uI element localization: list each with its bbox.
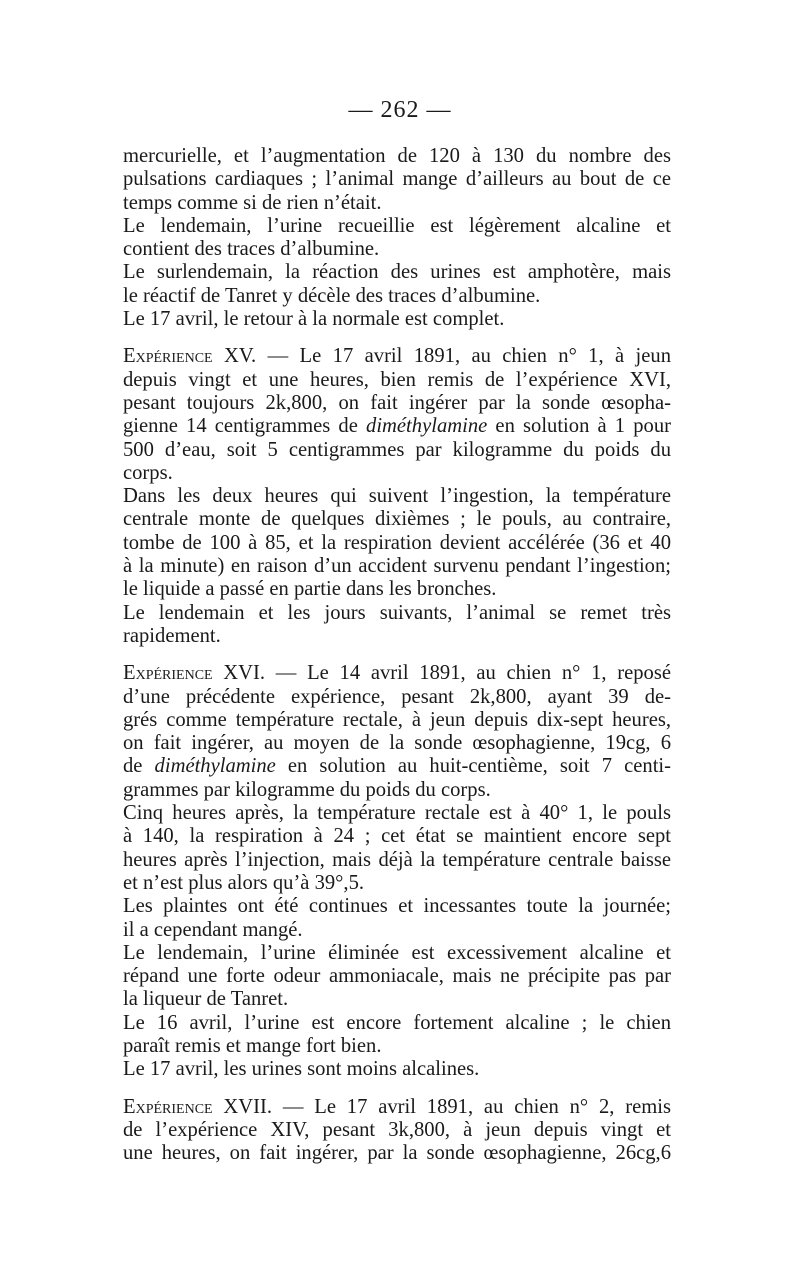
text-span: — Le 17 avril 1891, au chien n° 2, remis xyxy=(272,1095,671,1118)
text-line xyxy=(123,755,671,778)
text-span: — Le 14 avril 1891, au chien n° 1, reposé xyxy=(265,662,671,685)
text-line: Le 17 avril, les urines sont moins alcalines. xyxy=(123,1058,480,1081)
text-line: Cinq heures après, la température rectale est à 40° 1, le pouls xyxy=(123,802,671,825)
paragraph xyxy=(123,942,671,1012)
body-text xyxy=(123,145,671,1165)
text-line: Le lendemain, l’urine éliminée est excessivement alcaline et xyxy=(123,941,671,964)
text-line: centrale monte de quelques dixièmes ; le pouls, au contraire, xyxy=(123,508,671,531)
text-line: Le surlendemain, la réaction des urines est amphotère, mais xyxy=(123,261,671,284)
paragraph xyxy=(123,1058,671,1081)
text-line: Le lendemain et les jours suivants, l’animal se remet très xyxy=(123,601,671,624)
experience-heading: Expérience XVII. xyxy=(123,1095,273,1118)
text-line: Dans les deux heures qui suivent l’ingestion, la température xyxy=(123,485,671,508)
paragraph xyxy=(123,895,671,942)
paragraph xyxy=(123,1012,671,1059)
text-line: le réactif de Tanret y décèle des traces d’albumine. xyxy=(123,284,541,307)
text-line: temps comme si de rien n’était. xyxy=(123,191,382,214)
paragraph xyxy=(123,485,671,601)
text-line: grés comme température rectale, à jeun depuis dix-sept heures, xyxy=(123,708,671,731)
text-line: il a cependant mangé. xyxy=(123,918,303,941)
text-span: en solution au huit-centième, soit 7 centi- xyxy=(275,755,672,778)
paragraph-experience-xvi xyxy=(123,662,671,802)
text-line: 500 d’eau, soit 5 centigrammes par kilogramme du poids du xyxy=(123,438,671,461)
text-line xyxy=(123,415,671,438)
paragraph xyxy=(123,602,671,649)
text-line: paraît remis et mange fort bien. xyxy=(123,1034,382,1057)
text-line: à 140, la respiration à 24 ; cet état se maintient encore sept xyxy=(123,825,671,848)
text-line xyxy=(123,1096,671,1119)
text-line: rapidement. xyxy=(123,624,221,647)
text-line: de l’expérience XIV, pesant 3k,800, à jeun depuis vingt et xyxy=(123,1118,671,1141)
text-line: on fait ingérer, au moyen de la sonde œsophagienne, 19cg, 6 xyxy=(123,732,671,755)
text-line: heures après l’injection, mais déjà la température centrale baisse xyxy=(123,848,671,871)
page-number: — 262 — xyxy=(348,97,452,123)
text-line: mercurielle, et l’augmentation de 120 à 130 du nombre des xyxy=(123,145,671,167)
text-line: Le 17 avril, le retour à la normale est complet. xyxy=(123,308,505,331)
paragraph xyxy=(123,145,671,215)
text-line: une heures, on fait ingérer, par la sonde œsophagienne, 26cg,6 xyxy=(123,1142,671,1165)
text-line: depuis vingt et une heures, bien remis de l’expérience XVI, xyxy=(123,368,671,391)
text-line: Le 16 avril, l’urine est encore fortement alcaline ; le chien xyxy=(123,1011,671,1034)
text-line: Le lendemain, l’urine recueillie est légèrement alcaline et xyxy=(123,214,671,237)
text-line: la liqueur de Tanret. xyxy=(123,988,289,1011)
paragraph-experience-xvii xyxy=(123,1096,671,1166)
paragraph xyxy=(123,215,671,262)
text-line: pulsations cardiaques ; l’animal mange d’ailleurs au bout de ce xyxy=(123,168,671,191)
text-span: en solution à 1 pour xyxy=(487,415,671,438)
text-line: à la minute) en raison d’un accident survenu pendant l’ingestion; xyxy=(123,555,671,578)
experience-heading: Expérience XV. xyxy=(123,345,257,368)
italic-term: diméthylamine xyxy=(366,415,488,438)
text-line: grammes par kilogramme du poids du corps. xyxy=(123,778,491,801)
paragraph xyxy=(123,308,671,331)
text-span: gienne 14 centigrammes de xyxy=(123,415,358,438)
text-line: répand une forte odeur ammoniacale, mais ne précipite pas par xyxy=(123,965,671,988)
text-line: contient des traces d’albumine. xyxy=(123,238,380,261)
paragraph xyxy=(123,802,671,895)
text-line: Les plaintes ont été continues et incessantes toute la journée; xyxy=(123,895,671,918)
paragraph-experience-xv xyxy=(123,345,671,485)
text-line xyxy=(123,662,671,685)
text-span: — Le 17 avril 1891, au chien n° 1, à jeun xyxy=(256,345,671,368)
text-line: et n’est plus alors qu’à 39°,5. xyxy=(123,871,365,894)
text-line xyxy=(123,345,671,368)
paragraph xyxy=(123,261,671,308)
experience-heading: Expérience XVI. xyxy=(123,662,266,685)
text-line: corps. xyxy=(123,461,173,484)
text-line: le liquide a passé en partie dans les bronches. xyxy=(123,578,497,601)
text-line: tombe de 100 à 85, et la respiration devient accélérée (36 et 40 xyxy=(123,531,671,554)
text-line: d’une précédente expérience, pesant 2k,800, ayant 39 de- xyxy=(123,685,671,708)
italic-term: diméthylamine xyxy=(154,755,276,778)
text-span: de xyxy=(123,755,143,778)
text-line: pesant toujours 2k,800, on fait ingérer par la sonde œsopha- xyxy=(123,391,671,414)
